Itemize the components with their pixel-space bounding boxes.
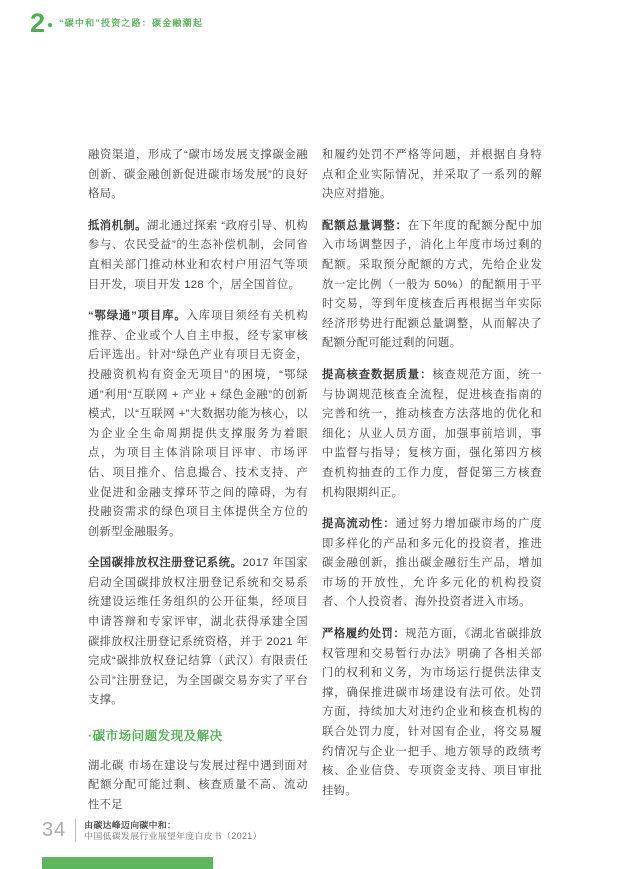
chapter-number: 2 [30,8,46,38]
paragraph [322,625,542,801]
paragraph [88,757,308,816]
footer-divider [75,819,76,842]
footer-accent-bar [42,857,213,869]
paragraph [88,554,308,711]
paragraph-text: 湖北通过探索 “政府引导、机构参与、农民受益”的生态补偿机制，会同省直相关部门推动林业和农村户用沼气等项目开发，项目开发 128 个，居全国首位。 [88,219,308,291]
footer-book-title-line2: 中国低碳发展行业展望年度白皮书（2021） [84,830,262,841]
paragraph [88,217,308,295]
paragraph-lead: “鄂绿通”项目库。 [88,310,187,323]
paragraph [322,146,542,205]
paragraph [88,307,308,542]
paragraph [322,515,542,613]
paragraph-lead: 严格履约处罚： [322,628,406,641]
paragraph-text: 核查规范方面，统一与协调规范核查全流程，促进核查指南的完善和统一，推动核查方法落地的优化和细化；从业人员方面，加强事前培训，事中监督与指导；复核方面，强化第四方核查机构抽查的工作力度，督促第三方核查机构限期纠正。 [322,368,543,499]
footer-book-title-line1: 由碳达峰迈向碳中和： [84,819,177,830]
paragraph-lead: 提高核查数据质量： [322,368,433,381]
paragraph-lead: 配额总量调整： [322,219,408,232]
page-number: 34 [42,819,67,841]
paragraph [322,366,542,503]
chapter-header [30,10,203,36]
paragraph-text: 规范方面，《湖北省碳排放权管理和交易暂行办法》明确了各相关部门的权利和义务，为市场运行提供法律支撑，确保推进碳市场建设有法可依。处罚方面，持续加大对违约企业和核查机构的联合处罚力度，针对国有企业，将交易履约情况与企业一把手、地方领导的政绩考核、企业信贷、专项资金支持、项目审批挂钩。 [322,628,543,797]
paragraph [322,217,542,354]
paragraph-lead: 全国碳排放权注册登记系统。 [88,557,243,570]
paragraph [88,146,308,205]
paragraph-text: 2017 年国家启动全国碳排放权注册登记系统和交易系统建设运维任务组织的公开征集，经项目申请答辩和专家评审，湖北获得承建全国碳排放权注册登记系统资格，并于 2021 年完成“碳排放权登记结算（武汉）有限责任公司”注册登记，为全国碳交易夯实了平台支撑。 [88,557,308,707]
paragraph-text: 入库项目须经有关机构推荐、企业或个人自主申报，经专家审核后评选出。针对“绿色产业有项目无资金，投融资机构有资金无项目”的困境，“鄂绿通”利用“互联网 + 产业 + 绿色金融”的创新模式，以“互联网 +”大数据功能为核心，以为企业全生命周期提供支撑服务为着眼点，为项目主体消除项目评审、市场评估、项目推介、信息撮合、技术支持、产业促进和金融支撑环节之间的障碍，为有投融资需求的绿色项目主体提供全方位的创新型金融服务。 [88,310,308,538]
paragraph-text: 通过努力增加碳市场的广度即多样化的产品和多元化的投资者，推进碳金融创新，推出碳金融衍生产品，增加市场的开放性，允许多元化的机构投资者、个人投资者、海外投资者进入市场。 [322,518,542,609]
section-subheading: ·碳市场问题发现及解决 [88,729,223,744]
paragraph-text: 融资渠道，形成了“碳市场发展支撑碳金融创新、碳金融创新促进碳市场发展”的良好格局。 [88,149,308,201]
footer-book-title [84,820,262,842]
paragraph-text: 在下年度的配额分配中加入市场调整因子，消化上年度市场过剩的配额。采取预分配额的方式，先给企业发放一定比例（一般为 50%）的配额用于平时交易，等到年度核查后再根据当年实际经济形势进行配额总量调整，从而解决了配额分配可能过剩的问题。 [322,219,542,350]
chapter-title: “碳中和”投资之路：碳金融潮起 [59,18,204,28]
paragraph-text: 湖北碳 市场在建设与发展过程中遇到面对配额分配可能过剩、核查质量不高、流动性不足 [88,759,308,811]
chapter-dot-icon [48,23,52,27]
left-column [88,146,308,827]
paragraph-lead: 提高流动性： [322,518,396,531]
paragraph-lead: 抵消机制。 [88,219,147,232]
paragraph-text: 和履约处罚不严格等问题，并根据自身特点和企业实际情况，并采取了一系列的解决应对措施。 [322,149,542,201]
right-column [322,146,542,813]
page-footer [42,819,262,842]
